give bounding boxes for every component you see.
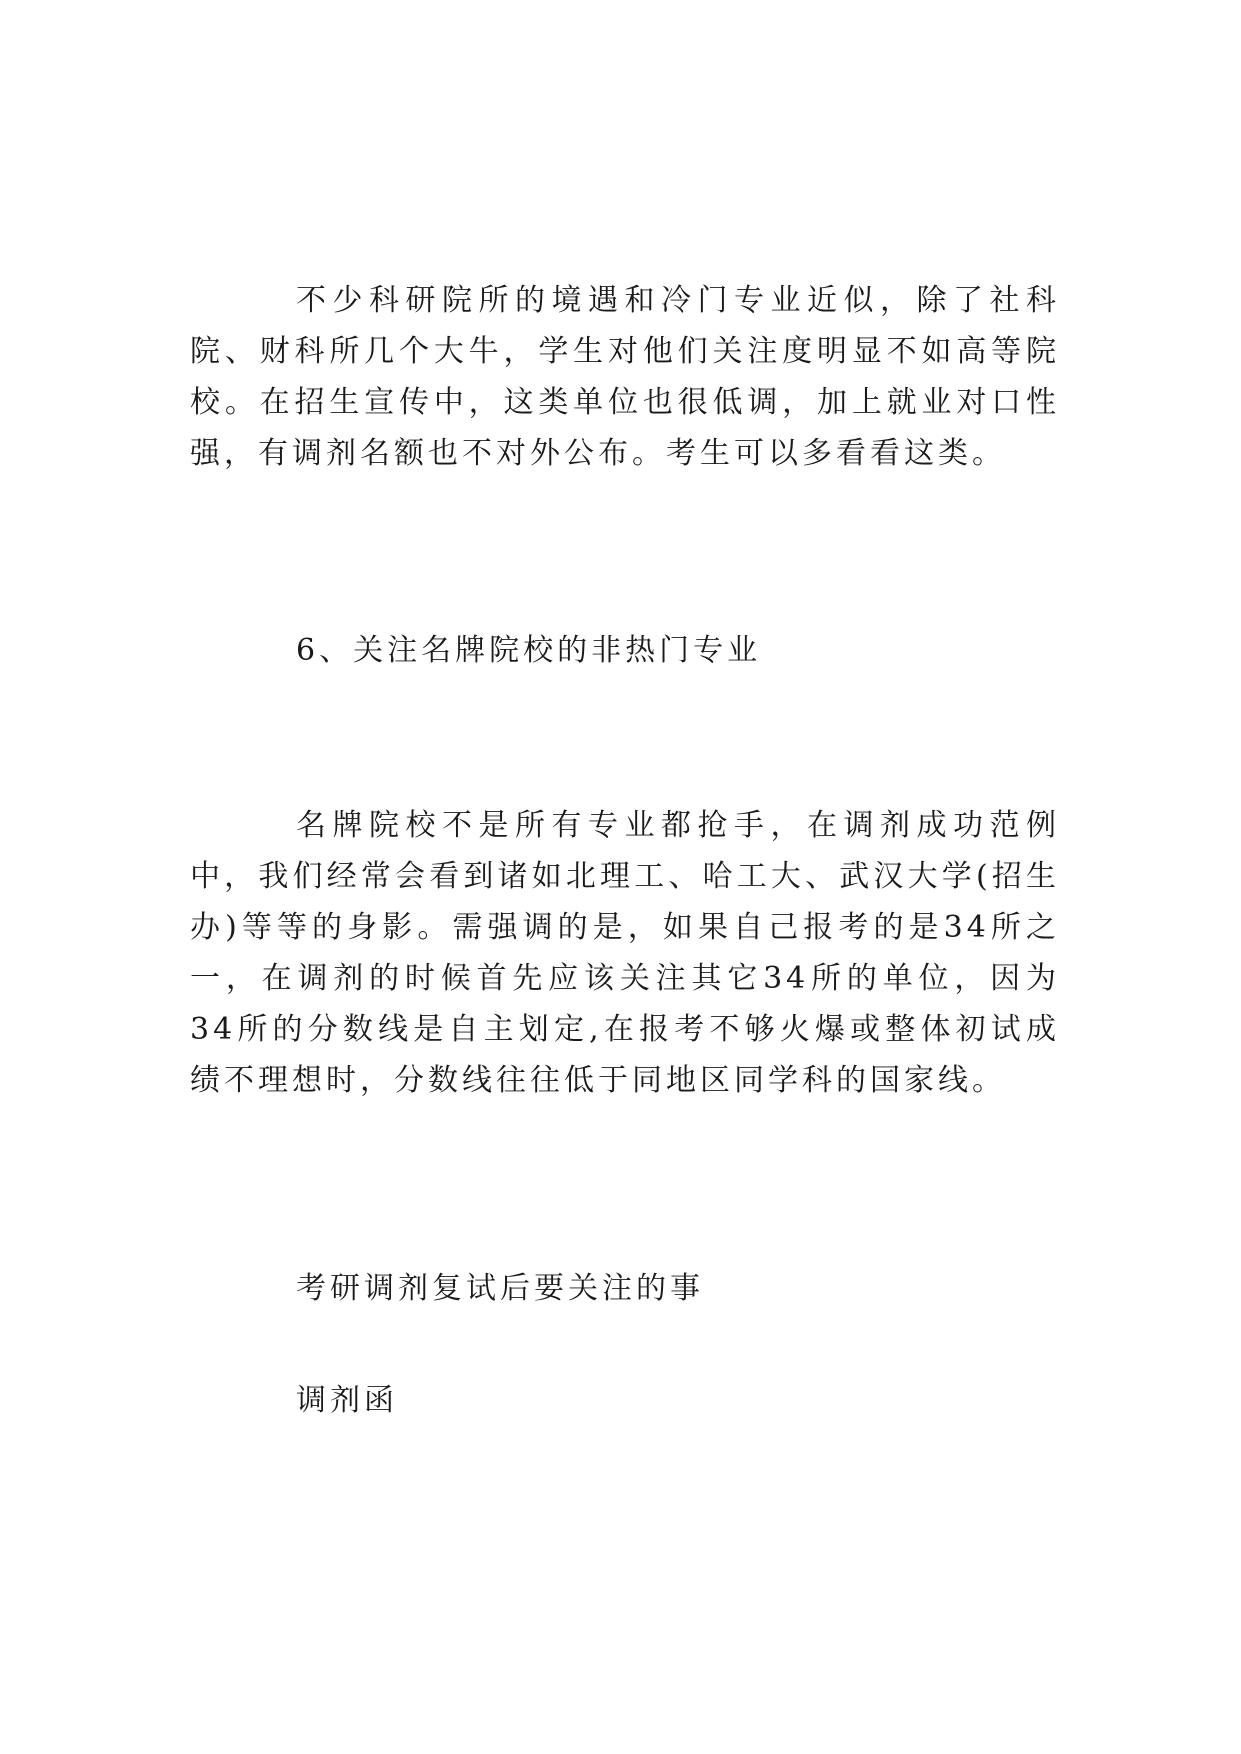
section-heading-after-retest: 考研调剂复试后要关注的事 <box>296 1271 704 1306</box>
paragraph-research-institutes: 不少科研院所的境遇和冷门专业近似，除了社科院、财科所几个大牛，学生对他们关注度明显不如高等院校。在招生宣传中，这类单位也很低调，加上就业对口性强，有调剂名额也不对外公布。考生可以多看看这类。 <box>190 283 1060 471</box>
paragraph-famous-universities: 名牌院校不是所有专业都抢手，在调剂成功范例中，我们经常会看到诸如北理工、哈工大、武汉大学(招生办)等等的身影。需强调的是，如果自己报考的是34所之一，在调剂的时候首先应该关注其它34所的单位，因为34所的分数线是自主划定,在报考不够火爆或整体初试成绩不理想时，分数线往往低于同地区同学科的国家线。 <box>190 808 1060 1098</box>
section-heading-6: 6、关注名牌院校的非热门专业 <box>296 633 762 668</box>
section-heading-adjust-letter: 调剂函 <box>296 1383 398 1418</box>
